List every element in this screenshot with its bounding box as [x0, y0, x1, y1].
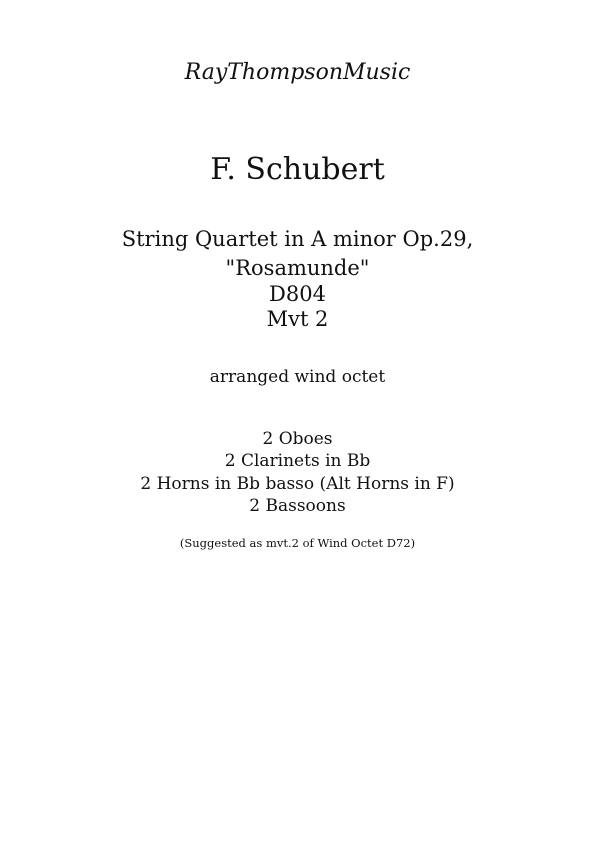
publisher-name: RayThompsonMusic [184, 60, 411, 85]
title-line-1: String Quartet in A minor Op.29, [121, 227, 474, 251]
catalogue-number: D804 [269, 282, 326, 306]
title-line-2: "Rosamunde" [225, 256, 370, 280]
instrument-bassoons: 2 Bassoons [249, 496, 346, 516]
instrument-horns: 2 Horns in Bb basso (Alt Horns in F) [140, 474, 455, 494]
arrangement-label: arranged wind octet [209, 367, 386, 387]
composer-name: F. Schubert [210, 152, 385, 187]
movement-number: Mvt 2 [266, 307, 329, 331]
suggestion-note: (Suggested as mvt.2 of Wind Octet D72) [179, 536, 416, 550]
instrument-clarinets: 2 Clarinets in Bb [224, 451, 371, 471]
instrument-oboes: 2 Oboes [262, 429, 333, 449]
